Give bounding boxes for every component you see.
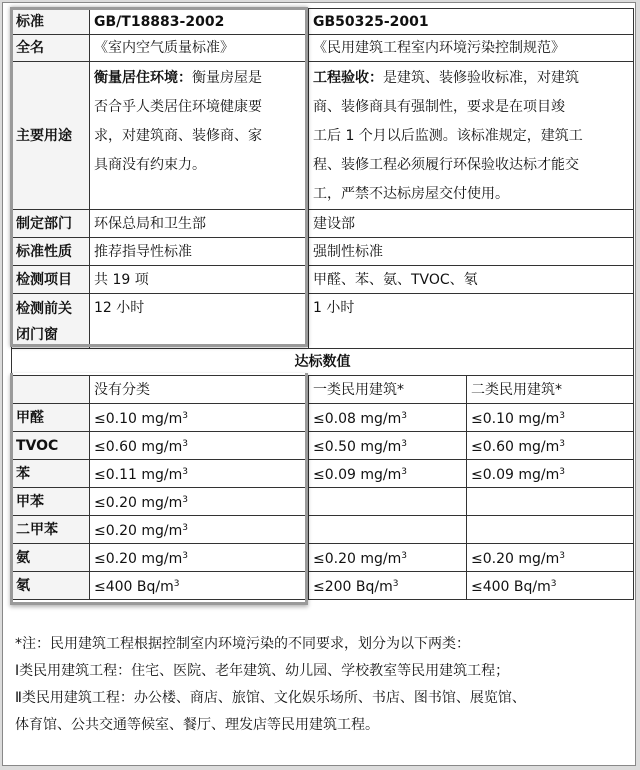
limit-pollutant-name bbox=[12, 488, 90, 516]
limit-value-class-2 bbox=[467, 516, 634, 544]
row-label-standard: 标准 bbox=[12, 9, 90, 35]
row-label-dept: 制定部门 bbox=[12, 210, 90, 238]
purpose-a-lead: 衡量居住环境： bbox=[94, 70, 192, 86]
limit-value-unclassified bbox=[90, 544, 309, 572]
purpose-b-line: 商、装修商具有强制性，要求是在项目竣 bbox=[313, 99, 565, 115]
std-b-pre-close: 1 小时 bbox=[309, 294, 634, 349]
footnote-line: Ⅱ类民用建筑工程：办公楼、商店、旅馆、文化娱乐场所、书店、图书馆、展览馆、 bbox=[15, 690, 526, 706]
purpose-b-line: 程、装修工程必须履行环保验收达标才能交 bbox=[313, 157, 579, 173]
row-label-pre-close bbox=[12, 294, 90, 349]
unit-superscript: 3 bbox=[559, 551, 565, 561]
limit-value-class-2-text: ≤0.09 mg/m bbox=[471, 467, 560, 483]
std-a-code: GB/T18883-2002 bbox=[90, 9, 309, 35]
limit-pollutant-name bbox=[12, 432, 90, 460]
std-b-nature: 强制性标准 bbox=[309, 238, 634, 266]
limit-pollutant-name bbox=[12, 516, 90, 544]
limit-value-class-1 bbox=[309, 404, 467, 432]
unit-superscript: 3 bbox=[559, 439, 565, 449]
table-row bbox=[12, 544, 634, 572]
limit-value-unclassified-text: ≤0.11 mg/m bbox=[94, 467, 183, 483]
std-b-items: 甲醛、苯、氨、TVOC、氡 bbox=[309, 266, 634, 294]
limit-value-class-1 bbox=[309, 516, 467, 544]
purpose-b-line: 工，严禁不达标房屋交付使用。 bbox=[313, 186, 509, 202]
row-label-nature: 标准性质 bbox=[12, 238, 90, 266]
std-b-full-name: 《民用建筑工程室内环境污染控制规范》 bbox=[309, 35, 634, 62]
unit-superscript: 3 bbox=[182, 439, 188, 449]
limit-value-class-1-text: ≤0.20 mg/m bbox=[313, 551, 402, 567]
table-row-limits-header bbox=[12, 376, 634, 404]
limit-value-unclassified-text: ≤0.10 mg/m bbox=[94, 411, 183, 427]
limit-value-unclassified-text: ≤400 Bq/m bbox=[94, 579, 174, 595]
table-row-dept bbox=[12, 210, 634, 238]
std-a-pre-close: 12 小时 bbox=[90, 294, 309, 349]
limit-pollutant-name-text: 甲苯 bbox=[16, 493, 44, 510]
std-a-full-name: 《室内空气质量标准》 bbox=[90, 35, 309, 62]
purpose-a-line: 衡量房屋是 bbox=[192, 70, 262, 86]
limit-value-unclassified-text: ≤0.20 mg/m bbox=[94, 523, 183, 539]
limit-value-class-2 bbox=[467, 404, 634, 432]
limit-pollutant-name bbox=[12, 572, 90, 600]
limits-col-a-header: 没有分类 bbox=[90, 376, 309, 404]
limit-value-class-1 bbox=[309, 572, 467, 600]
limit-value-class-1-text: ≤0.09 mg/m bbox=[313, 467, 402, 483]
table-row bbox=[12, 404, 634, 432]
table-row-nature bbox=[12, 238, 634, 266]
table-row bbox=[12, 432, 634, 460]
limit-value-class-2-text: ≤0.10 mg/m bbox=[471, 411, 560, 427]
limit-pollutant-name-text: 苯 bbox=[16, 465, 30, 482]
std-b-code: GB50325-2001 bbox=[309, 9, 634, 35]
unit-superscript: 3 bbox=[401, 411, 407, 421]
footnote-line: *注：民用建筑工程根据控制室内环境污染的不同要求，划分为以下两类： bbox=[15, 636, 470, 652]
table-row-standard bbox=[12, 9, 634, 35]
limit-value-unclassified bbox=[90, 488, 309, 516]
limit-value-class-1 bbox=[309, 544, 467, 572]
table-row bbox=[12, 572, 634, 600]
unit-superscript: 3 bbox=[550, 579, 557, 589]
std-a-dept: 环保总局和卫生部 bbox=[90, 210, 309, 238]
unit-superscript: 3 bbox=[401, 551, 407, 561]
limit-value-class-2 bbox=[467, 572, 634, 600]
unit-superscript: 3 bbox=[182, 523, 188, 533]
pre-close-label-line: 检测前关 bbox=[16, 301, 72, 317]
limit-value-class-2 bbox=[467, 544, 634, 572]
std-a-items: 共 19 项 bbox=[90, 266, 309, 294]
limit-value-class-1-text: ≤0.50 mg/m bbox=[313, 439, 402, 455]
limit-value-unclassified bbox=[90, 516, 309, 544]
limit-pollutant-name-text: 氨 bbox=[16, 549, 30, 566]
purpose-b-line: 工后 1 个月以后监测。该标准规定，建筑工 bbox=[313, 128, 583, 144]
limit-value-class-2 bbox=[467, 460, 634, 488]
purpose-a-line: 求，对建筑商、装修商、家 bbox=[94, 128, 262, 144]
unit-superscript: 3 bbox=[559, 411, 565, 421]
limit-pollutant-name-text: 氡 bbox=[16, 577, 30, 594]
limits-header-blank bbox=[12, 376, 90, 404]
limits-col-b-header: 一类民用建筑* bbox=[309, 376, 467, 404]
row-label-full-name: 全名 bbox=[12, 35, 90, 62]
footnote-line: 体育馆、公共交通等候室、餐厅、理发店等民用建筑工程。 bbox=[15, 717, 379, 733]
table-row-pre-close bbox=[12, 294, 634, 349]
limit-pollutant-name bbox=[12, 544, 90, 572]
purpose-b-line: 是建筑、装修验收标准，对建筑 bbox=[383, 70, 579, 86]
limit-pollutant-name bbox=[12, 460, 90, 488]
limit-value-unclassified-text: ≤0.60 mg/m bbox=[94, 439, 183, 455]
std-a-purpose bbox=[90, 62, 309, 210]
unit-superscript: 3 bbox=[182, 551, 188, 561]
table-row-full-name bbox=[12, 35, 634, 62]
footnote-line: Ⅰ类民用建筑工程：住宅、医院、老年建筑、幼儿园、学校教室等民用建筑工程； bbox=[15, 663, 510, 679]
unit-superscript: 3 bbox=[182, 467, 188, 477]
limits-title: 达标数值 bbox=[12, 349, 634, 376]
table-row bbox=[12, 516, 634, 544]
table-row-items bbox=[12, 266, 634, 294]
limit-value-class-2 bbox=[467, 488, 634, 516]
limit-value-class-1-text: ≤0.08 mg/m bbox=[313, 411, 402, 427]
limit-value-class-1 bbox=[309, 460, 467, 488]
limit-value-class-1 bbox=[309, 488, 467, 516]
std-b-purpose bbox=[309, 62, 634, 210]
footnote bbox=[15, 631, 631, 739]
purpose-a-line: 具商没有约束力。 bbox=[94, 157, 206, 173]
standards-comparison-table bbox=[11, 8, 634, 600]
limits-body bbox=[12, 404, 634, 600]
std-b-dept: 建设部 bbox=[309, 210, 634, 238]
document-sheet bbox=[2, 2, 636, 766]
unit-superscript: 3 bbox=[182, 495, 188, 505]
limits-col-c-header: 二类民用建筑* bbox=[467, 376, 634, 404]
unit-superscript: 3 bbox=[182, 411, 188, 421]
row-label-purpose: 主要用途 bbox=[12, 62, 90, 210]
table-row-limits-title bbox=[12, 349, 634, 376]
std-a-nature: 推荐指导性标准 bbox=[90, 238, 309, 266]
limit-value-class-1 bbox=[309, 432, 467, 460]
purpose-a-line: 否合乎人类居住环境健康要 bbox=[94, 99, 262, 115]
limit-value-class-2-text: ≤0.20 mg/m bbox=[471, 551, 560, 567]
limit-value-unclassified bbox=[90, 460, 309, 488]
unit-superscript: 3 bbox=[401, 467, 407, 477]
purpose-b-lead: 工程验收： bbox=[313, 70, 383, 86]
unit-superscript: 3 bbox=[392, 579, 399, 589]
table-row-purpose bbox=[12, 62, 634, 210]
limit-value-unclassified-text: ≤0.20 mg/m bbox=[94, 495, 183, 511]
limit-pollutant-name bbox=[12, 404, 90, 432]
limit-value-class-2-text: ≤0.60 mg/m bbox=[471, 439, 560, 455]
limit-value-class-1-text: ≤200 Bq/m bbox=[313, 579, 393, 595]
limit-value-unclassified bbox=[90, 404, 309, 432]
limit-pollutant-name-text: 甲醛 bbox=[16, 409, 44, 426]
pre-close-label-line: 闭门窗 bbox=[16, 327, 58, 343]
table-row bbox=[12, 460, 634, 488]
limit-value-unclassified bbox=[90, 432, 309, 460]
row-label-items: 检测项目 bbox=[12, 266, 90, 294]
table-row bbox=[12, 488, 634, 516]
limit-value-unclassified-text: ≤0.20 mg/m bbox=[94, 551, 183, 567]
unit-superscript: 3 bbox=[401, 439, 407, 449]
unit-superscript: 3 bbox=[559, 467, 565, 477]
unit-superscript: 3 bbox=[173, 579, 180, 589]
limit-value-class-2-text: ≤400 Bq/m bbox=[471, 579, 551, 595]
limit-pollutant-name-text: 二甲苯 bbox=[16, 521, 58, 538]
limit-pollutant-name-text: TVOC bbox=[16, 437, 59, 454]
limit-value-unclassified bbox=[90, 572, 309, 600]
limit-value-class-2 bbox=[467, 432, 634, 460]
